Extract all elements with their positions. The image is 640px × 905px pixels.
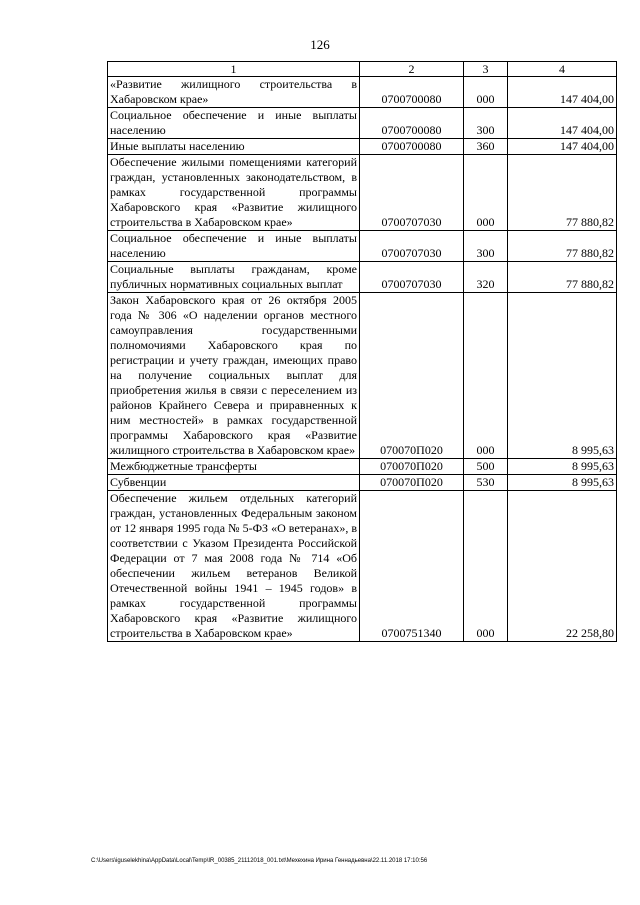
row-amount: 77 880,82: [508, 231, 617, 262]
row-target-code: 0700751340: [360, 491, 464, 642]
row-amount: 77 880,82: [508, 155, 617, 231]
row-amount: 147 404,00: [508, 139, 617, 155]
row-target-code: 0700707030: [360, 231, 464, 262]
table-row: [108, 475, 617, 491]
row-description: Социальное обеспечение и иные выплаты населению: [108, 231, 360, 262]
row-description: Социальное обеспечение и иные выплаты населению: [108, 108, 360, 139]
row-expense-type: 300: [464, 231, 508, 262]
table-row: [108, 262, 617, 293]
row-expense-type: 000: [464, 77, 508, 108]
row-expense-type: 360: [464, 139, 508, 155]
row-description: Обеспечение жильем отдельных категорий граждан, установленных Федеральным законом от 12 января 1995 года № 5-ФЗ «О ветеранах», в соответствии с Указом Президента Российской Федерации от 7 мая 2008 года № 714 «Об обеспечении жильем ветеранов Великой Отечественной войны 1941 – 1945 годов» в рамках государственной программы Хабаровского края «Развитие жилищного строительства в Хабаровском крае»: [108, 491, 360, 642]
row-expense-type: 530: [464, 475, 508, 491]
table-row: [108, 491, 617, 642]
row-target-code: 070070П020: [360, 475, 464, 491]
column-header-1: 1: [108, 62, 360, 77]
row-description: Межбюджетные трансферты: [108, 459, 360, 475]
footer-file-path: C:\Users\iguselekhina\AppData\Local\Temp\IR_00385_21112018_001.txt\Мехехина Ирина Геннадьевна\22.11.2018 17:10:56: [91, 858, 428, 864]
row-amount: 22 258,80: [508, 491, 617, 642]
row-description: «Развитие жилищного строительства в Хабаровском крае»: [108, 77, 360, 108]
row-target-code: 070070П020: [360, 293, 464, 459]
table-row: [108, 139, 617, 155]
row-description: Обеспечение жилыми помещениями категорий граждан, установленных законодательством, в рамках государственной программы Хабаровского края «Развитие жилищного строительства в Хабаровском крае»: [108, 155, 360, 231]
row-target-code: 0700700080: [360, 139, 464, 155]
row-amount: 147 404,00: [508, 77, 617, 108]
page-number: 126: [310, 37, 330, 52]
row-description: Субвенции: [108, 475, 360, 491]
row-amount: 8 995,63: [508, 459, 617, 475]
row-expense-type: 000: [464, 293, 508, 459]
column-header-4: 4: [508, 62, 617, 77]
table-row: [108, 231, 617, 262]
row-target-code: 0700707030: [360, 155, 464, 231]
row-expense-type: 320: [464, 262, 508, 293]
row-target-code: 0700700080: [360, 77, 464, 108]
row-amount: 8 995,63: [508, 475, 617, 491]
row-target-code: 0700707030: [360, 262, 464, 293]
row-target-code: 070070П020: [360, 459, 464, 475]
row-expense-type: 300: [464, 108, 508, 139]
table-row: [108, 155, 617, 231]
row-amount: 77 880,82: [508, 262, 617, 293]
column-header-2: 2: [360, 62, 464, 77]
table-row: [108, 459, 617, 475]
row-expense-type: 000: [464, 491, 508, 642]
table-row: [108, 108, 617, 139]
budget-table: [107, 61, 617, 642]
table-row: [108, 293, 617, 459]
table-row: [108, 77, 617, 108]
row-expense-type: 000: [464, 155, 508, 231]
row-description: Социальные выплаты гражданам, кроме публичных нормативных социальных выплат: [108, 262, 360, 293]
table-header-row: [108, 62, 617, 77]
row-amount: 8 995,63: [508, 293, 617, 459]
row-amount: 147 404,00: [508, 108, 617, 139]
column-header-3: 3: [464, 62, 508, 77]
row-description: Закон Хабаровского края от 26 октября 2005 года № 306 «О наделении органов местного самоуправления государственными полномочиями Хабаровского края по регистрации и учету граждан, имеющих право на получение социальных выплат для приобретения жилья в связи с переселением из районов Крайнего Севера и приравненных к ним местностей» в рамках государственной программы Хабаровского края «Развитие жилищного строительства в Хабаровском крае»: [108, 293, 360, 459]
row-target-code: 0700700080: [360, 108, 464, 139]
row-description: Иные выплаты населению: [108, 139, 360, 155]
row-expense-type: 500: [464, 459, 508, 475]
table-body: [108, 77, 617, 642]
